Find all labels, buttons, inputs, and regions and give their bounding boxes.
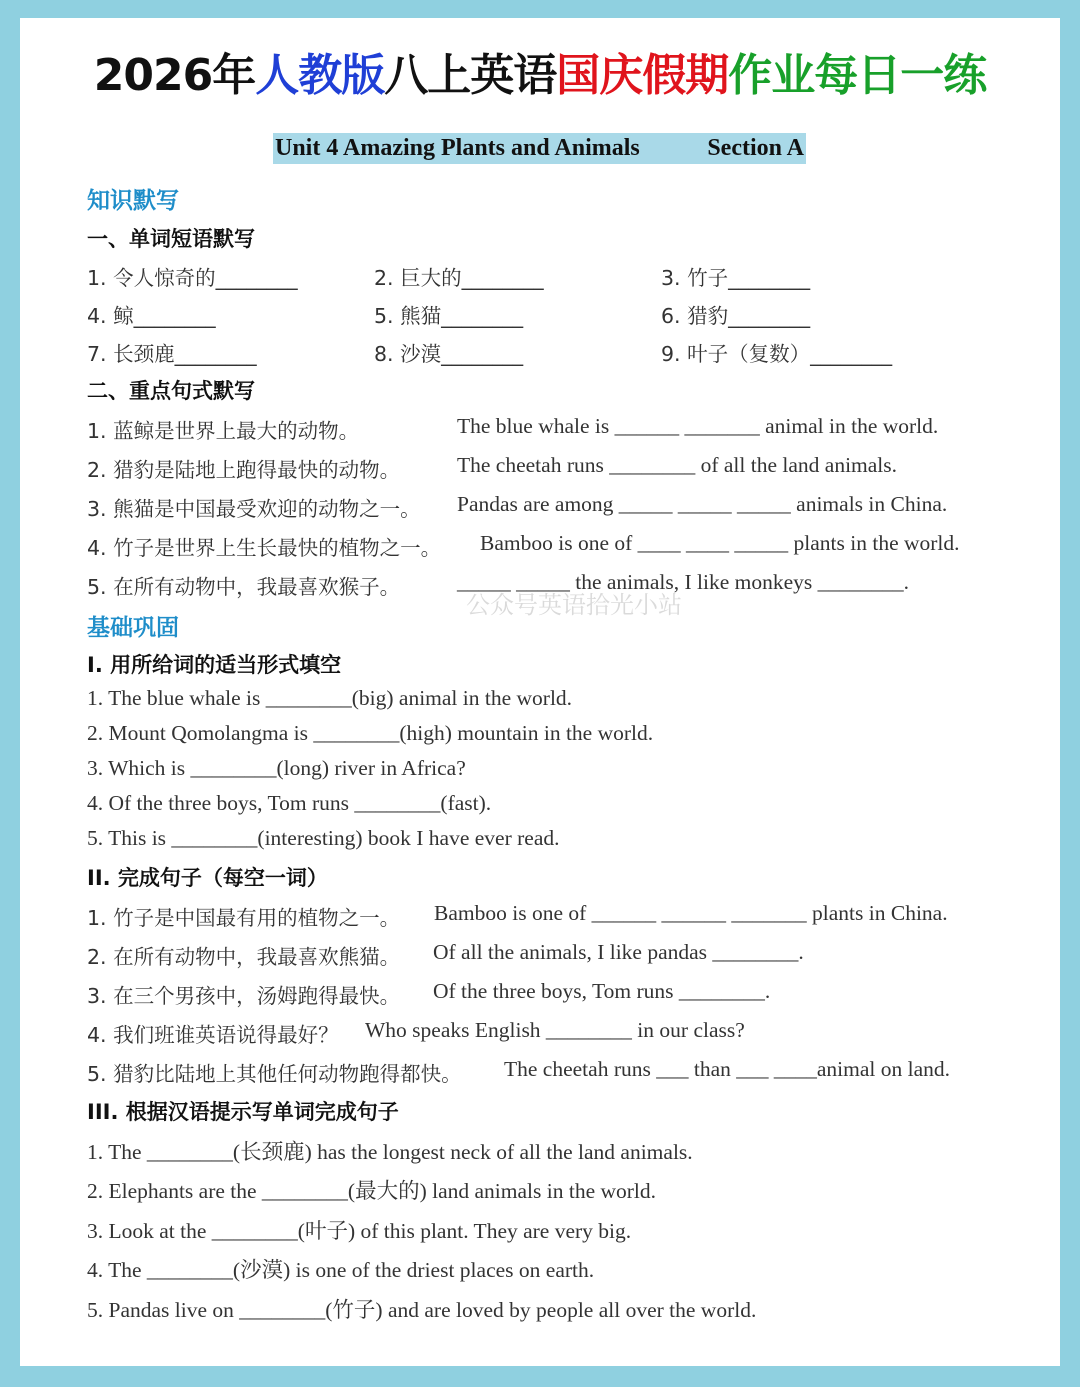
exercise-item: 3. Which is ________(long) river in Africa? bbox=[87, 756, 466, 780]
part1-heading: 一、单词短语默写 bbox=[87, 227, 255, 251]
page-title bbox=[0, 44, 1080, 108]
vocab-item: 5. 熊猫________ bbox=[374, 304, 524, 328]
exercise-item: 2. Mount Qomolangma is ________(high) mountain in the world. bbox=[87, 721, 654, 745]
title-holiday: 国庆假期 bbox=[556, 50, 729, 101]
partII-heading: II. 完成句子（每空一词） bbox=[87, 866, 328, 890]
sentence-en: The cheetah runs ___ than ___ ____animal on land. bbox=[504, 1057, 951, 1081]
sentence-cn: 4. 我们班谁英语说得最好？ bbox=[87, 1023, 339, 1047]
exercise-item: 4. The ________(沙漠) is one of the driest places on earth. bbox=[87, 1258, 595, 1282]
part2-heading: 二、重点句式默写 bbox=[87, 379, 255, 403]
partIII-heading: III. 根据汉语提示写单词完成句子 bbox=[87, 1100, 399, 1124]
sentence-cn: 5. 在所有动物中，我最喜欢猴子。 bbox=[87, 575, 401, 599]
partI-heading: I. 用所给词的适当形式填空 bbox=[87, 653, 342, 677]
exercise-item: 3. Look at the ________(叶子) of this plant. They are very big. bbox=[87, 1219, 632, 1243]
exercise-item: 5. This is ________(interesting) book I have ever read. bbox=[87, 826, 560, 850]
sentence-cn: 1. 竹子是中国最有用的植物之一。 bbox=[87, 906, 401, 930]
sentence-cn: 1. 蓝鲸是世界上最大的动物。 bbox=[87, 419, 360, 443]
sentence-en: _____ _____ the animals, I like monkeys ________. bbox=[457, 570, 910, 594]
section-basics-heading: 基础巩固 bbox=[87, 615, 179, 641]
vocab-item: 4. 鲸________ bbox=[87, 304, 216, 328]
vocab-item: 2. 巨大的________ bbox=[374, 266, 544, 290]
exercise-item: 1. The ________(长颈鹿) has the longest neck of all the land animals. bbox=[87, 1140, 693, 1164]
title-subject: 八上英语 bbox=[384, 50, 557, 101]
sentence-cn: 3. 在三个男孩中，汤姆跑得最快。 bbox=[87, 984, 401, 1008]
vocab-item: 1. 令人惊奇的________ bbox=[87, 266, 298, 290]
sentence-en: Of the three boys, Tom runs ________. bbox=[433, 979, 771, 1003]
exercise-item: 1. The blue whale is ________(big) animal in the world. bbox=[87, 686, 573, 710]
sentence-en: Bamboo is one of ____ ____ _____ plants in the world. bbox=[480, 531, 960, 555]
vocab-item: 3. 竹子________ bbox=[661, 266, 811, 290]
sentence-cn: 4. 竹子是世界上生长最快的植物之一。 bbox=[87, 536, 442, 560]
section-knowledge-heading: 知识默写 bbox=[87, 188, 179, 214]
vocab-item: 9. 叶子（复数）________ bbox=[661, 342, 893, 366]
title-practice: 作业每日一练 bbox=[728, 50, 987, 101]
vocab-item: 6. 猎豹________ bbox=[661, 304, 811, 328]
sentence-en: Bamboo is one of ______ ______ _______ plants in China. bbox=[434, 901, 948, 925]
sentence-cn: 5. 猎豹比陆地上其他任何动物跑得都快。 bbox=[87, 1062, 462, 1086]
sentence-en: The blue whale is ______ _______ animal in the world. bbox=[457, 414, 939, 438]
section-name: Section A bbox=[707, 135, 804, 161]
watermark-text: 公众号英语拾光小站 bbox=[466, 591, 682, 619]
sentence-cn: 2. 在所有动物中，我最喜欢熊猫。 bbox=[87, 945, 401, 969]
sentence-en: Who speaks English ________ in our class? bbox=[365, 1018, 745, 1042]
exercise-item: 5. Pandas live on ________(竹子) and are loved by people all over the world. bbox=[87, 1298, 757, 1322]
sentence-en: Of all the animals, I like pandas ________. bbox=[433, 940, 804, 964]
sentence-cn: 3. 熊猫是中国最受欢迎的动物之一。 bbox=[87, 497, 421, 521]
vocab-item: 7. 长颈鹿________ bbox=[87, 342, 257, 366]
vocab-item: 8. 沙漠________ bbox=[374, 342, 524, 366]
title-edition: 人教版 bbox=[255, 50, 385, 101]
exercise-item: 2. Elephants are the ________(最大的) land animals in the world. bbox=[87, 1179, 657, 1203]
sentence-en: The cheetah runs ________ of all the land animals. bbox=[457, 453, 898, 477]
sentence-cn: 2. 猎豹是陆地上跑得最快的动物。 bbox=[87, 458, 401, 482]
sentence-en: Pandas are among _____ _____ _____ animals in China. bbox=[457, 492, 948, 516]
title-year: 2026年 bbox=[93, 50, 256, 101]
unit-banner bbox=[273, 133, 806, 164]
unit-name: Unit 4 Amazing Plants and Animals bbox=[275, 135, 640, 161]
exercise-item: 4. Of the three boys, Tom runs ________(fast). bbox=[87, 791, 492, 815]
